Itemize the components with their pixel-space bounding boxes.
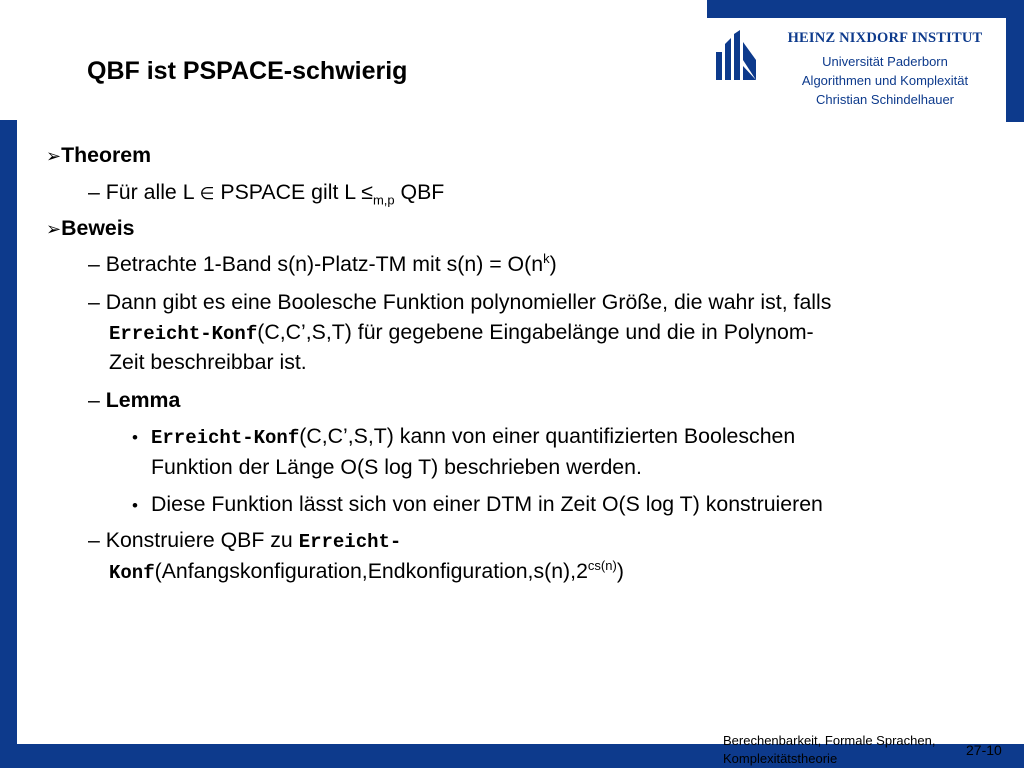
proof-step-3-line1: [88, 530, 401, 552]
lemma-dash: –: [88, 388, 106, 412]
right-frame-bar: [1006, 0, 1024, 122]
step3-text: – Konstruiere QBF zu: [88, 528, 299, 552]
proof-step-2-line3: Zeit beschreibbar ist.: [109, 350, 307, 374]
beweis-item: [46, 218, 135, 239]
proof-step-3-line2: [109, 557, 624, 584]
group-name: Algorithmen und Komplexität: [801, 73, 969, 88]
theorem-statement: [88, 180, 445, 208]
slide-title: QBF ist PSPACE-schwierig: [87, 57, 408, 85]
theorem-text-b: PSPACE gilt L ≤: [214, 180, 373, 204]
proof-step-2-line1: – Dann gibt es eine Boolesche Funktion polynomieller Größe, die wahr ist, falls: [88, 290, 832, 314]
step3-close: ): [616, 559, 624, 583]
lemma-bullet-2: [132, 494, 138, 515]
top-frame-bar: [707, 0, 1024, 18]
arrow-bullet-icon: ➢: [46, 146, 62, 166]
footer-course-line2: Komplexitätstheorie: [723, 751, 838, 766]
university-name: Universität Paderborn: [822, 54, 948, 69]
step3-code-part1: Erreicht-: [298, 531, 402, 553]
left-frame-bar: [0, 120, 17, 768]
lemma-item: [88, 390, 180, 411]
theorem-item: [46, 145, 151, 166]
step3-superscript: cs(n): [587, 557, 617, 573]
element-of-symbol: ∈: [199, 184, 215, 203]
step3-code-part2: Konf: [109, 562, 155, 584]
step2-rest: (C,C’,S,T) für gegebene Eingabelänge und die in Polynom-: [257, 320, 814, 344]
step1-text: – Betrachte 1-Band s(n)-Platz-TM mit s(n) = O(n: [88, 252, 544, 276]
institute-logo-icon: [716, 30, 756, 86]
beweis-heading: Beweis: [61, 216, 135, 240]
institute-header: [707, 18, 1006, 120]
lemma-heading: Lemma: [105, 388, 181, 412]
theorem-heading: Theorem: [61, 143, 152, 167]
page-number: 27-10: [966, 742, 1002, 758]
lemma1-code: Erreicht-Konf: [151, 427, 300, 449]
theorem-text-a: – Für alle L: [88, 180, 200, 204]
lemma-bullet-1-text: [151, 426, 795, 448]
bullet-icon: •: [132, 496, 138, 515]
bullet-icon: •: [132, 428, 138, 447]
theorem-text-c: QBF: [394, 180, 445, 204]
theorem-subscript: m,p: [372, 192, 395, 208]
author-name: Christian Schindelhauer: [815, 92, 955, 107]
step1-close: ): [549, 252, 557, 276]
footer-course-line1: Berechenbarkeit, Formale Sprachen,: [723, 733, 936, 748]
lemma-bullet-1: [132, 426, 138, 447]
proof-step-1: [88, 250, 557, 276]
proof-step-2-line2: [109, 322, 814, 344]
lemma1-rest: (C,C’,S,T) kann von einer quantifizierten Booleschen: [299, 424, 796, 448]
step2-code: Erreicht-Konf: [109, 323, 258, 345]
arrow-bullet-icon: ➢: [46, 219, 62, 239]
step1-superscript: k: [543, 250, 550, 266]
lemma-bullet-1-line2: Funktion der Länge O(S log T) beschrieben werden.: [151, 455, 642, 479]
step3-rest: (Anfangskonfiguration,Endkonfiguration,s(n),2: [154, 559, 588, 583]
institute-name: HEINZ NIXDORF INSTITUT: [787, 30, 983, 46]
lemma-bullet-2-text: Diese Funktion lässt sich von einer DTM in Zeit O(S log T) konstruieren: [151, 492, 823, 516]
